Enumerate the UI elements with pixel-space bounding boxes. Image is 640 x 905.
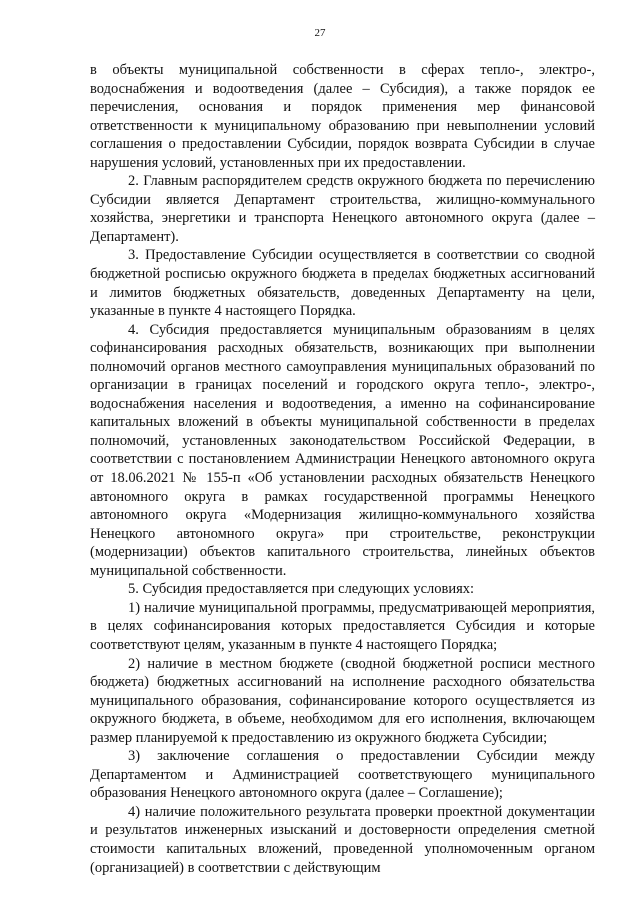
page-number: 27	[314, 27, 326, 39]
paragraph-item-3: 3. Предоставление Субсидии осуществляется в соответствии со сводной бюджетной росписью окружного бюджета в пределах бюджетных ассигнований и лимитов бюджетных обязательств, доведенных Департаменту на цели, указанные в пункте 4 настоящего Порядка.	[90, 247, 595, 320]
paragraph-condition-3: 3) заключение соглашения о предоставлении Субсидии между Департаментом и Администрацией соответствующего муниципального образования Ненецкого автономного округа (далее – Соглашение);	[90, 748, 595, 802]
document-body	[90, 61, 595, 877]
paragraph-condition-4: 4) наличие положительного результата проверки проектной документации и результатов инженерных изысканий и достоверности определения сметной стоимости капитальных вложений, проведенной уполномоченным органом (организацией) в соответствии с действующим	[90, 803, 595, 876]
paragraph-condition-1: 1) наличие муниципальной программы, предусматривающей мероприятия, в целях софинансирования которых предоставляется Субсидия и которые соответствуют целям, указанным в пункте 4 настоящего Порядка;	[90, 599, 595, 653]
paragraph-intro-continuation: в объекты муниципальной собственности в сферах тепло-, электро-, водоснабжения и водоотведения (далее – Субсидия), а также порядок ее перечисления, основания и порядок применения мер финансовой ответственности к муниципальному образованию при невыполнении условий соглашения о предоставлении Субсидии, порядок возврата Субсидии в случае нарушения условий, установленных при их предоставлении.	[90, 62, 595, 171]
paragraph-item-5: 5. Субсидия предоставляется при следующих условиях:	[128, 581, 475, 598]
paragraph-item-4: 4. Субсидия предоставляется муниципальным образованиям в целях софинансирования расходных обязательств, возникающих при выполнении полномочий органов местного самоуправления муниципальных образований по организации в границах поселений и городского округа тепло-, электро-, водоснабжения населения и водоотведения, а именно на софинансирование капитальных вложений в объекты муниципальной собственности в пределах полномочий, установленных законодательством Российской Федерации, в соответствии с постановлением Администрации Ненецкого автономного округа от 18.06.2021 № 155-п «Об установлении расходных обязательств Ненецкого автономного округа в рамках государственной программы Ненецкого автономного округа «Модернизация жилищно-коммунального хозяйства Ненецкого автономного округа» при строительстве, реконструкции (модернизации) объектов капитального строительства, линейных объектов муниципальной собственности.	[90, 321, 595, 579]
paragraph-condition-2: 2) наличие в местном бюджете (сводной бюджетной росписи местного бюджета) бюджетных ассигнований на исполнение расходного обязательства муниципального образования, софинансирование которого осуществляется из окружного бюджета, в объеме, необходимом для его исполнения, включающем размер планируемой к предоставлению из окружного бюджета Субсидии;	[90, 655, 595, 746]
paragraph-item-2: 2. Главным распорядителем средств окружного бюджета по перечислению Субсидии является Департамент строительства, жилищно-коммунального хозяйства, энергетики и транспорта Ненецкого автономного округа (далее – Департамент).	[90, 173, 595, 245]
